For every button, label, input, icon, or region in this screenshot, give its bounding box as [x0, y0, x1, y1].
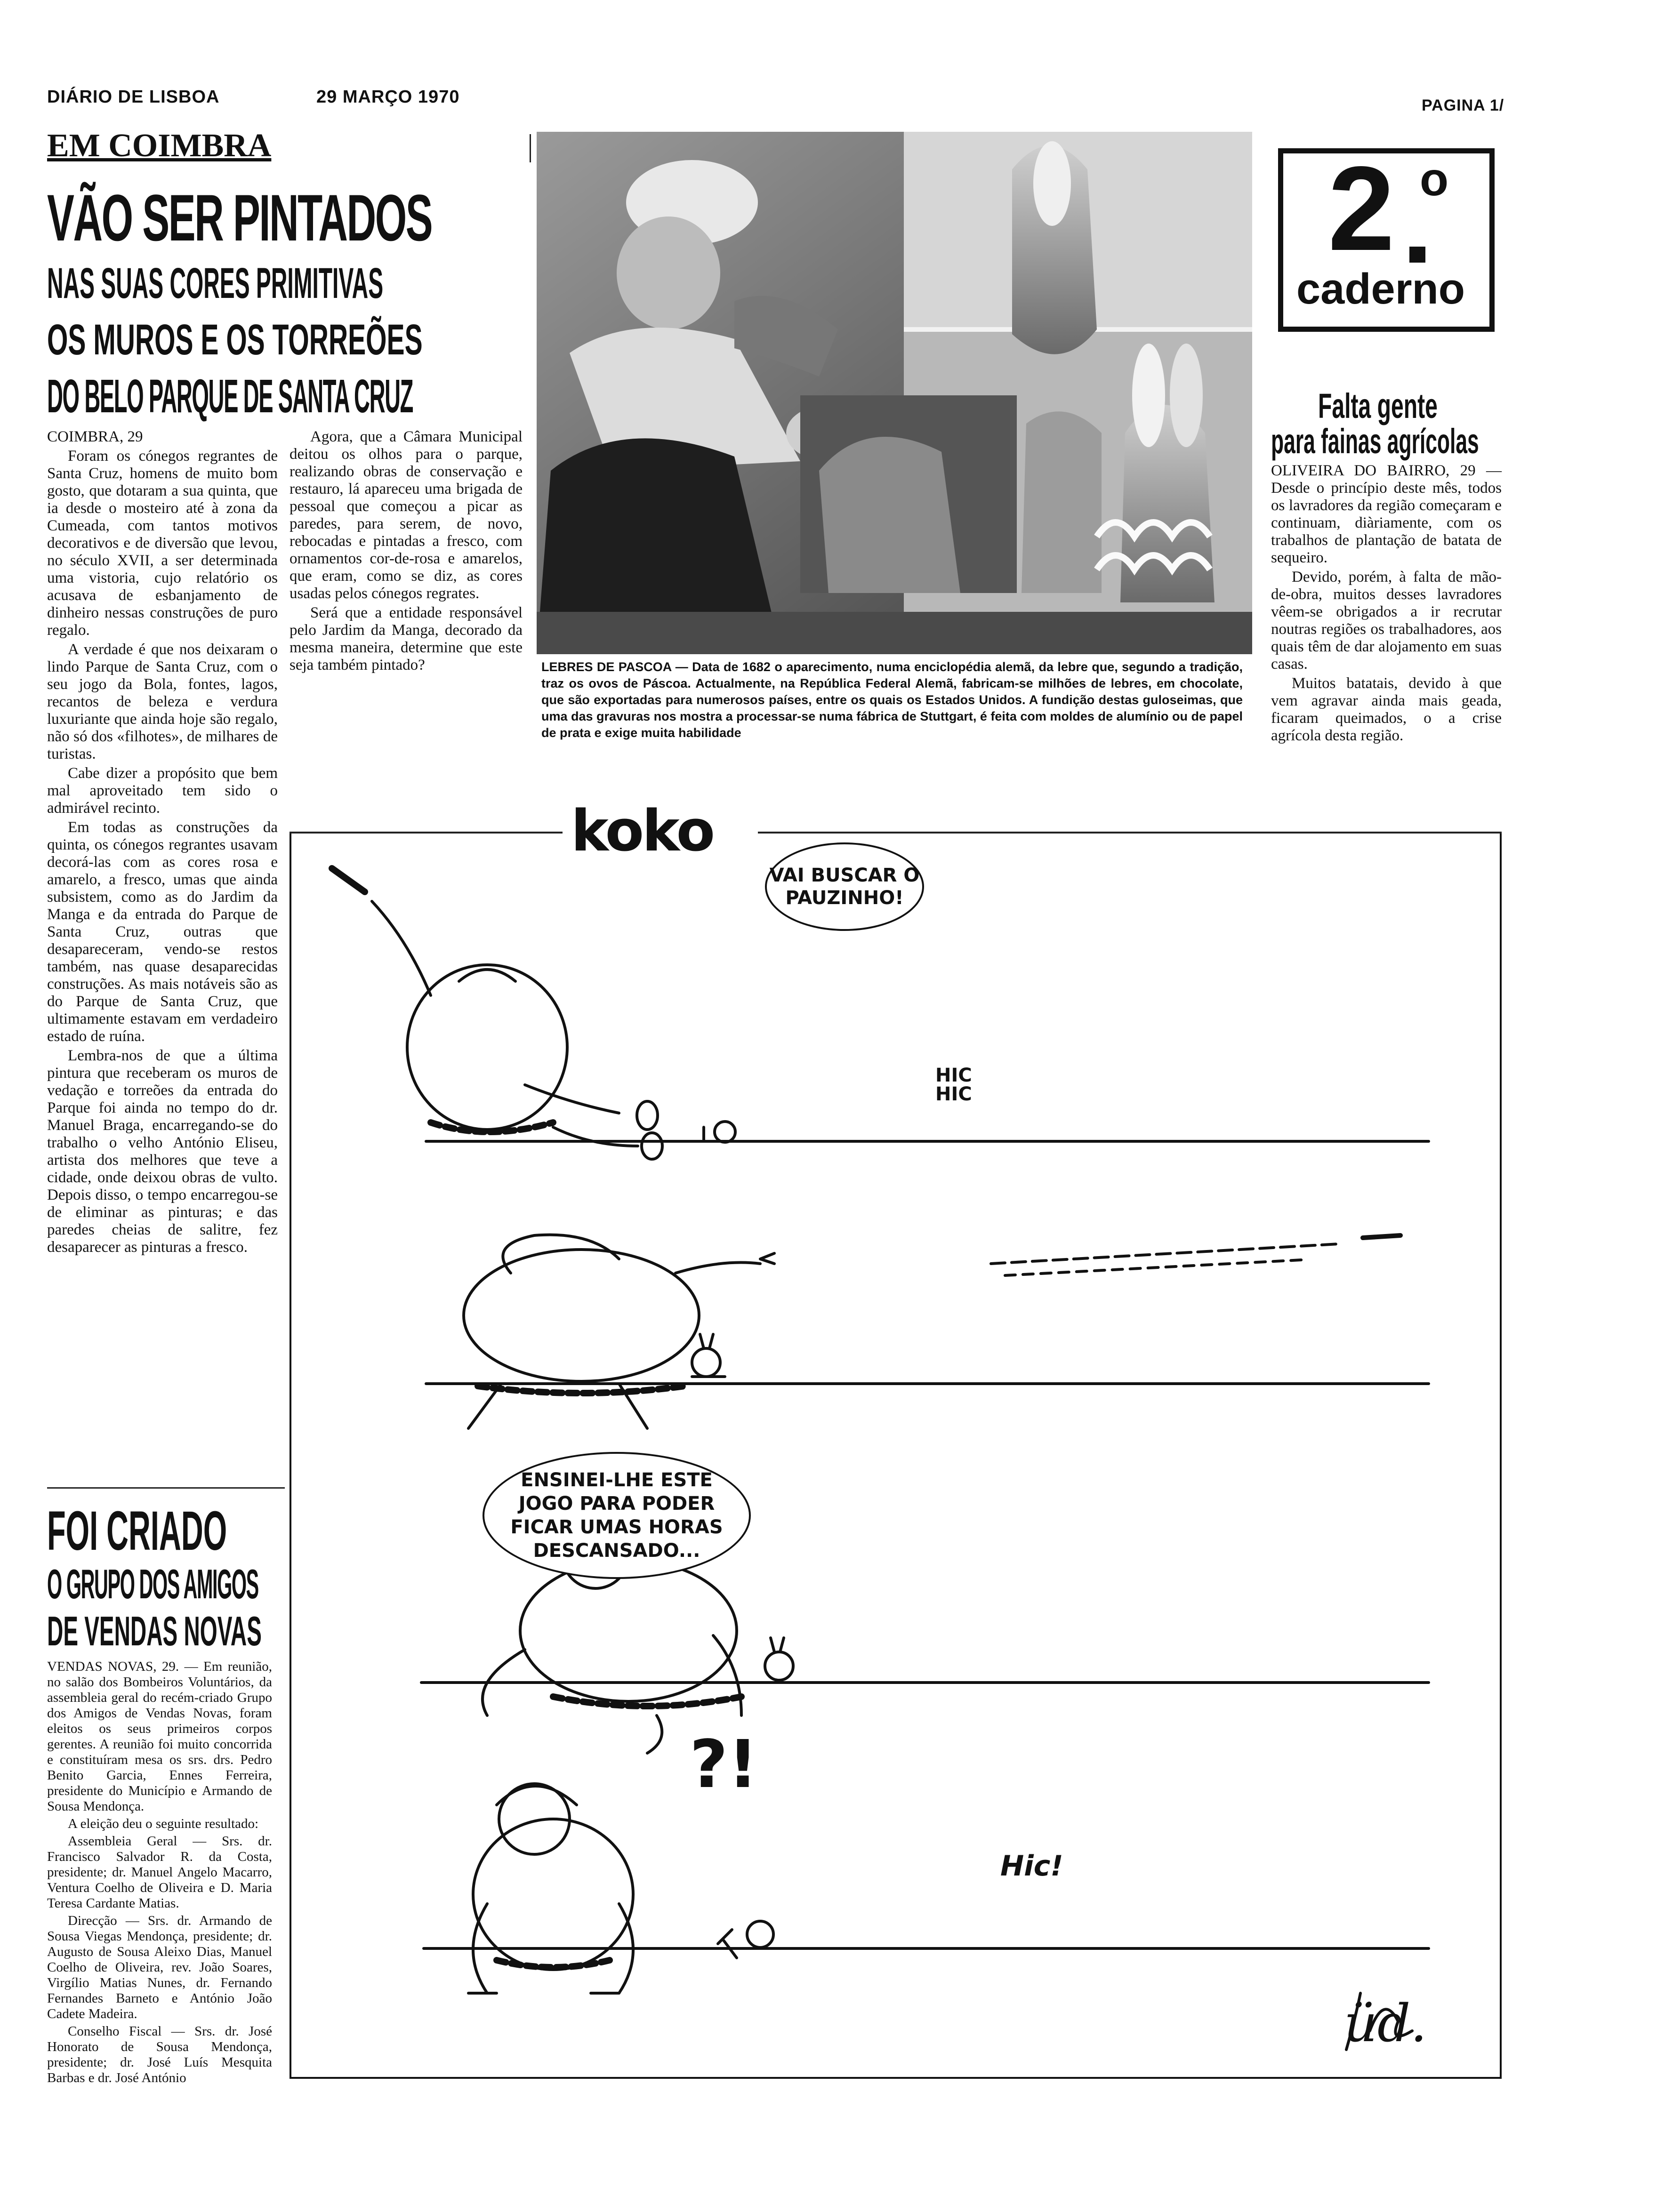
paragraph: Cabe dizer a propósito que bem mal aproveitado tem sido o admirável recinto. — [47, 765, 278, 817]
headline-foi-criado-2: O GRUPO DOS AMIGOS — [47, 1561, 258, 1607]
section-ordinal: o — [1420, 153, 1449, 206]
article-column-2 — [290, 428, 523, 676]
dateline: COIMBRA, 29 — [47, 428, 143, 445]
sound-effect-hic: HIC HIC — [935, 1065, 972, 1105]
paragraph: Foram os cónegos regrantes de Santa Cruz, homens de muito bom gosto, que dotaram a sua quinta, que ia desde o mosteiro até à zona da Cumeada, com tantos motivos decorativos e de diversão que levou, no século XVII, a ser determinada uma vistoria, cujo relatório os acusava de esbanjamento de dinheiro nessas construções de puro regalo. — [47, 448, 278, 639]
paragraph: Conselho Fiscal — Srs. dr. José Honorato de Sousa Mendonça, presidente; dr. José Luís Mesquita Barbas e dr. José António — [47, 2024, 272, 2085]
speech-balloon-1: VAI BUSCAR O PAUZINHO! — [765, 842, 924, 931]
photo-illustration — [537, 132, 1252, 654]
paragraph: Assembleia Geral — Srs. dr. Francisco Salvador R. da Costa, presidente; dr. Manuel Angelo Macarro, Ventura Coelho de Oliveira e D. Maria Teresa Cardante Matias. — [47, 1834, 272, 1911]
paragraph: OLIVEIRA DO BAIRRO, 29 — Desde o princípio deste mês, todos os lavradores da região começaram e continuam, diàriamente, com os trabalhos de plantação de batata de sequeiro. — [1271, 462, 1502, 566]
paragraph: Em todas as construções da quinta, os cónegos regrantes usavam decorá-las com as cores rosa e amarelo, a fresco, umas que ainda subsistem, como as do Jardim da Manga e da entrada do Parque de Santa Cruz, outras que desapareceram, vendo-se restos também, nas quase desaparecidas construções. As mais notáveis são as do Parque de Santa Cruz, que ultimamente estavam em verdadeiro estado de ruína. — [47, 819, 278, 1045]
paragraph: Muitos batatais, devido à que vem agravar ainda mais geada, ficaram queimados, o a crise agrícola desta região. — [1271, 675, 1502, 744]
headline-line-1: VÃO SER PINTADOS — [47, 181, 432, 255]
paragraph: Direcção — Srs. dr. Armando de Sousa Viegas Mendonça, presidente; dr. Augusto de Sousa Aleixo Dias, Manuel Coelho de Oliveira, rev. João Soares, Virgílio Matias Nunes, dr. Fernando Fernandes Barneto e António João Cadete Madeira. — [47, 1913, 272, 2021]
paragraph: A eleição deu o seguinte resultado: — [68, 1816, 259, 1831]
section-box-caderno — [1278, 142, 1495, 332]
section-label: caderno — [1296, 265, 1465, 313]
speech-balloon-2: ENSINEI-LHE ESTE JOGO PARA PODER FICAR UMAS HORAS DESCANSADO... — [483, 1452, 751, 1579]
paragraph: Devido, porém, à falta de mão-de-obra, muitos desses lavradores vêem-se obrigados a ir recrutar noutras regiões os trabalhadores, aos quais têm de dar alojamento em suas casas. — [1271, 569, 1502, 673]
column-rule — [530, 134, 531, 162]
headline-falta-gente-2: para fainas agrícolas — [1271, 422, 1479, 461]
section-numeral: 2 — [1328, 142, 1395, 276]
sound-effect-hic-2: Hic! — [1000, 1850, 1063, 1883]
photo-caption: LEBRES DE PASCOA — Data de 1682 o aparecimento, numa enciclopédia alemã, da lebre que, segundo a tradição, traz os ovos de Páscoa. Actualmente, na República Federal Alemã, fabricam-se milhões de lebres, em chocolate, que são exportadas para numerosos países, entre os quais os Estados Unidos. A fundição destas guloseimas, que uma das gravuras nos mostra a processar-se numa fábrica de Stuttgart, é feita com moldes de alumínio ou de papel de prata e exige muita habilidade — [541, 660, 1243, 740]
paragraph: VENDAS NOVAS, 29. — Em reunião, no salão dos Bombeiros Voluntários, da assembleia geral do recém-criado Grupo dos Amigos de Vendas Novas, foram eleitos os seus primeiros corpos gerentes. A reunião foi muito concorrida e constituíram mesa os srs. drs. Pedro Benito Garcia, Ennes Ferreira, presidente do Município e Armando de Sousa Mendonça. — [47, 1659, 272, 1814]
issue-date: 29 MARÇO 1970 — [316, 87, 460, 107]
article-foi-criado-body — [47, 1659, 272, 2088]
article-column-1 — [47, 428, 278, 1258]
ordinal-dot — [1409, 247, 1425, 263]
article-falta-gente-body — [1271, 462, 1502, 746]
headline-line-2: NAS SUAS CORES PRIMITIVAS — [47, 259, 384, 307]
cartoonist-signature: üd. — [1344, 1993, 1427, 2053]
newspaper-name: DIÁRIO DE LISBOA — [47, 87, 220, 107]
headline-foi-criado-1: FOI CRIADO — [47, 1500, 227, 1562]
comic-koko — [290, 799, 1502, 2092]
sound-effect-interrobang: ?! — [690, 1726, 758, 1803]
page-number: PAGINA 1/ — [1422, 96, 1504, 114]
paragraph: A verdade é que nos deixaram o lindo Parque de Santa Cruz, com o seu jogo da Bola, fontes, lagos, recantos de beleza e verdura luxuriante que ainda hoje são regalo, não só dos «filhotes», de milhares de turistas. — [47, 641, 278, 762]
easter-hares-photo — [537, 132, 1252, 654]
headline-falta-gente-1: Falta gente — [1318, 386, 1438, 425]
comic-drawings — [290, 821, 1502, 2087]
headline-foi-criado-3: DE VENDAS NOVAS — [47, 1608, 262, 1654]
headline-line-4: DO BELO PARQUE DE SANTA CRUZ — [47, 370, 413, 423]
article-kicker: EM COIMBRA — [47, 128, 272, 164]
article-coimbra — [47, 127, 523, 1256]
paragraph: Será que a entidade responsável pelo Jardim da Manga, decorado da mesma maneira, determine que este seja também pintado? — [290, 604, 523, 673]
paragraph: Lembra-nos de que a última pintura que receberam os muros de vedação e torreões da entrada do Parque foi ainda no tempo do dr. Manuel Braga, encarregando-se do trabalho o velho António Eliseu, artista dos melhores que teve a cidade, onde deixou obras de vulto. Depois disso, o tempo encarregou-se de eliminar as pinturas; e das paredes cheias de salitre, fez desaparecer as pinturas a fresco. — [47, 1047, 278, 1256]
paragraph: Agora, que a Câmara Municipal deitou os olhos para o parque, realizando obras de conservação e restauro, lá apareceu uma brigada de pessoal que começou a picar as paredes, para serem, de novo, rebocadas e pintadas a fresco, com ornamentos cor-de-rosa e amarelos, que eram, como se diz, as cores usadas pelos cónegos regrates. — [290, 428, 523, 602]
comic-title: koko — [571, 799, 714, 864]
headline-line-3: OS MUROS E OS TORREÕES — [47, 316, 423, 364]
section-divider — [47, 1487, 285, 1489]
